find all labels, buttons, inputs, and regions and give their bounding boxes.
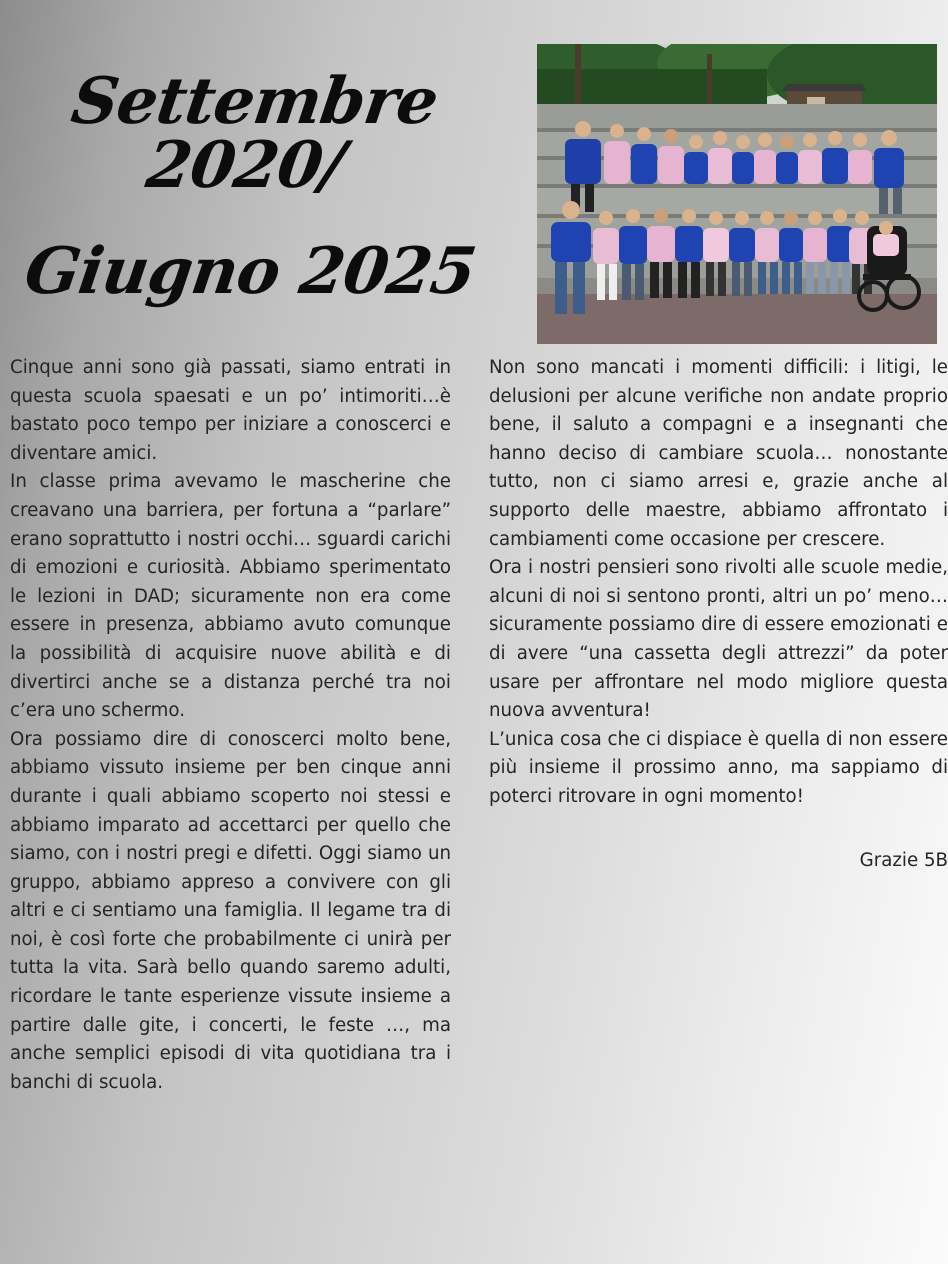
signature: Grazie 5B: [859, 850, 948, 871]
class-group-photo: [537, 44, 937, 344]
paragraph: In classe prima avevamo le mascherine che creavano una barriera, per fortuna a “parlare” erano soprattutto i nostri occhi… sguardi carichi di emozioni e curiosità. Abbiamo sperimentato le lezioni in DAD; sicuramente non era come essere in presenza, abbiamo avuto comunque la possibilità di acquisire nuove abilità e di divertirci anche se a distanza perché tra noi c’era uno schermo.: [10, 471, 451, 722]
paragraph: Ora i nostri pensieri sono rivolti alle scuole medie, alcuni di noi si sentono pronti, altri un po’ meno…sicuramente possiamo dire di essere emozionati e di avere “una cassetta degli attrezzi” da poter usare per affrontare nel modo migliore questa nuova avventura!: [489, 557, 948, 722]
right-text-column: [489, 354, 948, 812]
left-text-column: [10, 354, 451, 1097]
paragraph: Non sono mancati i momenti difficili: i litigi, le delusioni per alcune verifiche non andate proprio bene, il saluto a compagni e a insegnanti che hanno deciso di cambiare scuola… nonostante tutto, non ci siamo arresi e, grazie anche al supporto delle maestre, abbiamo affrontato i cambiamenti come occasione per crescere.: [489, 357, 948, 550]
title-line-1: Settembre 2020/: [66, 64, 443, 203]
paragraph: Cinque anni sono già passati, siamo entrati in questa scuola spaesati e un po’ intimoriti…è bastato poco tempo per iniziare a conoscerci e diventare amici.: [10, 357, 451, 464]
title-line-2: Giugno 2025: [20, 234, 480, 309]
page-title: [10, 64, 490, 309]
paragraph: Ora possiamo dire di conoscerci molto bene, abbiamo vissuto insieme per ben cinque anni durante i quali abbiamo scoperto noi stessi e abbiamo imparato ad accettarci per quello che siamo, con i nostri pregi e difetti. Oggi siamo un gruppo, abbiamo appreso a convivere con gli altri e ci sentiamo una famiglia. Il legame tra di noi, è così forte che probabilmente ci unirà per tutta la vita. Sarà bello quando saremo adulti, ricordare le tante esperienze vissute insieme a partire dalle gite, i concerti, le feste …, ma anche semplici episodi di vita quotidiana tra i banchi di scuola.: [10, 728, 451, 1093]
paragraph: L’unica cosa che ci dispiace è quella di non essere più insieme il prossimo anno, ma sappiamo di poterci ritrovare in ogni momento!: [489, 728, 948, 807]
